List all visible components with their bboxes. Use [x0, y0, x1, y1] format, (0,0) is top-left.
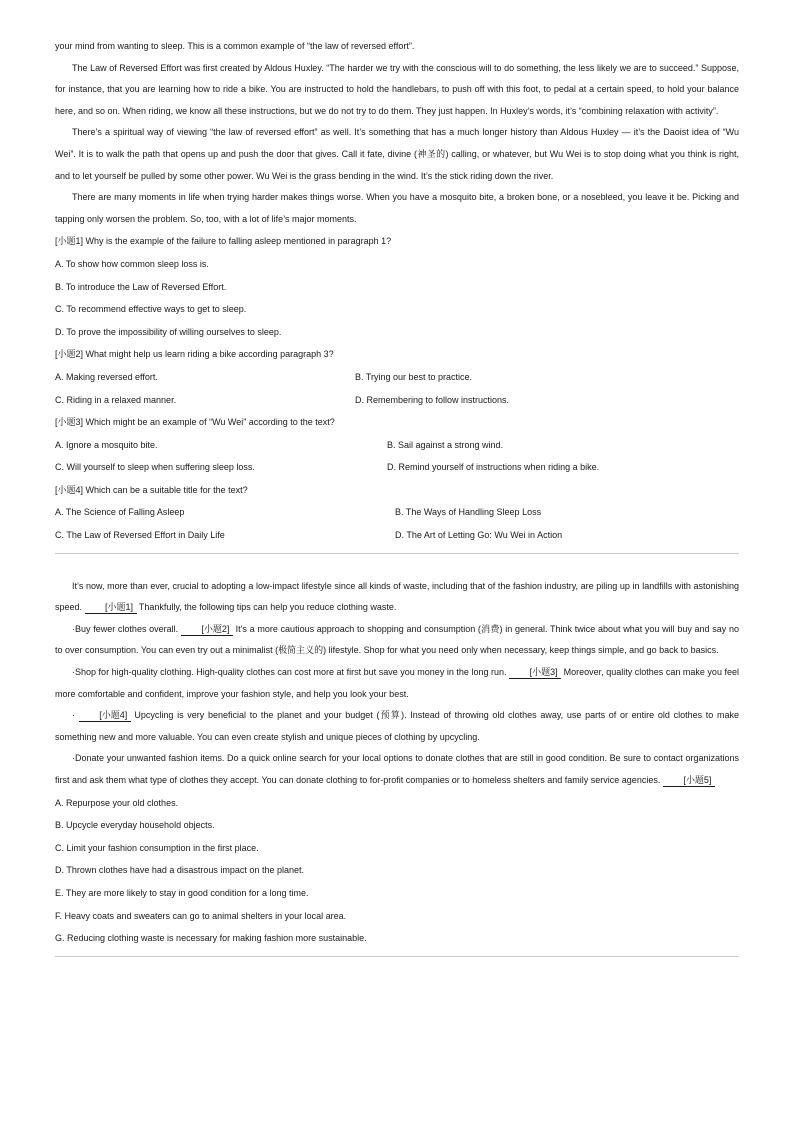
answer-option[interactable]: B. The Ways of Handling Sleep Loss — [395, 507, 542, 518]
passage-one-paragraph: The Law of Reversed Effort was first created by Aldous Huxley. “The harder we try with the conscious will to do something, the less likely we are to succeed.” Suppose, for instance, that you are learning how to ride a bike. You are instructed to hold the handlebars, to push off with this foot, to pedal at a certain speed, to hold your balance here, and so on. When riding, we know all these instructions, but we do not try to do them. They just happen. In Huxley’s words, it’s “combining relaxation with activity”. — [55, 62, 739, 116]
sentence-option[interactable]: B. Upcycle everyday household objects. — [55, 820, 215, 831]
answer-option[interactable]: D. Remembering to follow instructions. — [355, 394, 510, 405]
passage-two-paragraph: · [小题4] Upcycling is very beneficial to the planet and your budget (预算). Instead of throwing old clothes away, use parts of or entire old clothes to make something new and more valuable. You can even create stylish and unique pieces of clothing by upcycling. — [55, 710, 740, 742]
passage-two-paragraph: ·Buy fewer clothes overall. [小题2] It’s a more cautious approach to shopping and consumption (消费) in general. Think twice about what you will buy and say no to over consumption. You can even try out a minimalist (极简主义的) lifestyle. Shop for what you need only when necessary, keep things simple, and go back to basics. — [55, 623, 739, 656]
passage-two-paragraph: ·Donate your unwanted fashion items. Do a quick online search for your local options to donate clothes that are still in good condition. Be sure to contact organizations first and ask them what type of clothes they accept. You can donate clothing to for-profit companies or to homeless shelters and family service agencies. [小题5] — [55, 753, 739, 785]
passage-one — [55, 36, 739, 547]
answer-blank[interactable]: [小题5] — [663, 775, 715, 787]
sentence-option[interactable]: G. Reducing clothing waste is necessary for making fashion more sustainable. — [55, 933, 367, 944]
answer-option[interactable]: C. The Law of Reversed Effort in Daily Life — [55, 530, 225, 541]
section-divider — [55, 553, 739, 554]
answer-blank[interactable]: [小题4] — [79, 710, 131, 722]
answer-option[interactable]: C. Riding in a relaxed manner. — [55, 394, 177, 405]
answer-option[interactable]: D. To prove the impossibility of willing ourselves to sleep. — [55, 326, 282, 337]
answer-option[interactable]: A. Making reversed effort. — [55, 371, 158, 382]
answer-option[interactable]: D. The Art of Letting Go: Wu Wei in Action — [395, 530, 563, 541]
answer-option[interactable]: C. To recommend effective ways to get to sleep. — [55, 304, 247, 315]
sentence-option[interactable]: A. Repurpose your old clothes. — [55, 797, 179, 808]
answer-option[interactable]: C. Will yourself to sleep when suffering sleep loss. — [55, 462, 255, 473]
passage-two — [55, 576, 739, 950]
question-3 — [55, 411, 739, 479]
answer-option[interactable]: A. To show how common sleep loss is. — [55, 258, 209, 269]
answer-blank[interactable]: [小题2] — [181, 624, 233, 636]
passage-one-paragraph: There are many moments in life when trying harder makes things worse. When you have a mosquito bite, a broken bone, or a nosebleed, you leave it be. Picking and tapping only worsen the problem. So, too, with a lot of life’s major moments. — [55, 192, 739, 224]
passage-two-paragraph: ·Shop for high-quality clothing. High-quality clothes can cost more at first but save you money in the long run. [小题3] Moreover, quality clothes can make you feel more comfortable and confident, improve your fashion style, and help you look your best. — [55, 667, 740, 699]
passage-one-paragraph: There’s a spiritual way of viewing “the law of reversed effort” as well. It’s something that has a much longer history than Aldous Huxley — it’s the Daoist idea of “Wu Wei”. It is to walk the path that opens up and push the door that gives. Call it fate, divine (神圣的) calling, or whatever, but Wu Wei is to stop doing what you think is right, and to let yourself be pulled by some other power. Wu Wei is the grass bending in the wind. It’s the stick riding down the river. — [55, 127, 739, 181]
answer-blank[interactable]: [小题1] — [85, 602, 137, 614]
sentence-option[interactable]: F. Heavy coats and sweaters can go to animal shelters in your local area. — [55, 910, 347, 921]
sentence-option[interactable]: C. Limit your fashion consumption in the first place. — [55, 842, 259, 853]
question-stem: [小题3] Which might be an example of “Wu Wei” according to the text? — [55, 417, 335, 428]
answer-option[interactable]: B. Trying our best to practice. — [355, 371, 473, 382]
passage-one-paragraph: your mind from wanting to sleep. This is a common example of “the law of reversed effort”. — [55, 41, 415, 51]
option-list — [55, 792, 739, 950]
question-1 — [55, 230, 739, 343]
section-divider — [55, 956, 739, 957]
answer-option[interactable]: B. To introduce the Law of Reversed Effort. — [55, 281, 227, 292]
answer-option[interactable]: A. Ignore a mosquito bite. — [55, 439, 158, 450]
answer-option[interactable]: B. Sail against a strong wind. — [387, 439, 504, 450]
question-stem: [小题1] Why is the example of the failure to falling asleep mentioned in paragraph 1? — [55, 236, 392, 247]
question-2 — [55, 343, 739, 411]
answer-blank[interactable]: [小题3] — [509, 667, 561, 679]
question-4 — [55, 479, 739, 547]
sentence-option[interactable]: E. They are more likely to stay in good condition for a long time. — [55, 887, 309, 898]
answer-option[interactable]: D. Remind yourself of instructions when riding a bike. — [387, 462, 600, 473]
question-stem: [小题2] What might help us learn riding a bike according paragraph 3? — [55, 349, 334, 360]
passage-two-paragraph: It’s now, more than ever, crucial to adopting a low-impact lifestyle since all kinds of waste, including that of the fashion industry, are piling up in landfills with astonishing speed. [小题1] Thankfully, the following tips can help you reduce clothing waste. — [55, 580, 739, 613]
sentence-option[interactable]: D. Thrown clothes have had a disastrous impact on the planet. — [55, 865, 304, 876]
answer-option[interactable]: A. The Science of Falling Asleep — [55, 507, 185, 518]
question-stem: [小题4] Which can be a suitable title for the text? — [55, 484, 248, 495]
document-page — [55, 36, 739, 957]
